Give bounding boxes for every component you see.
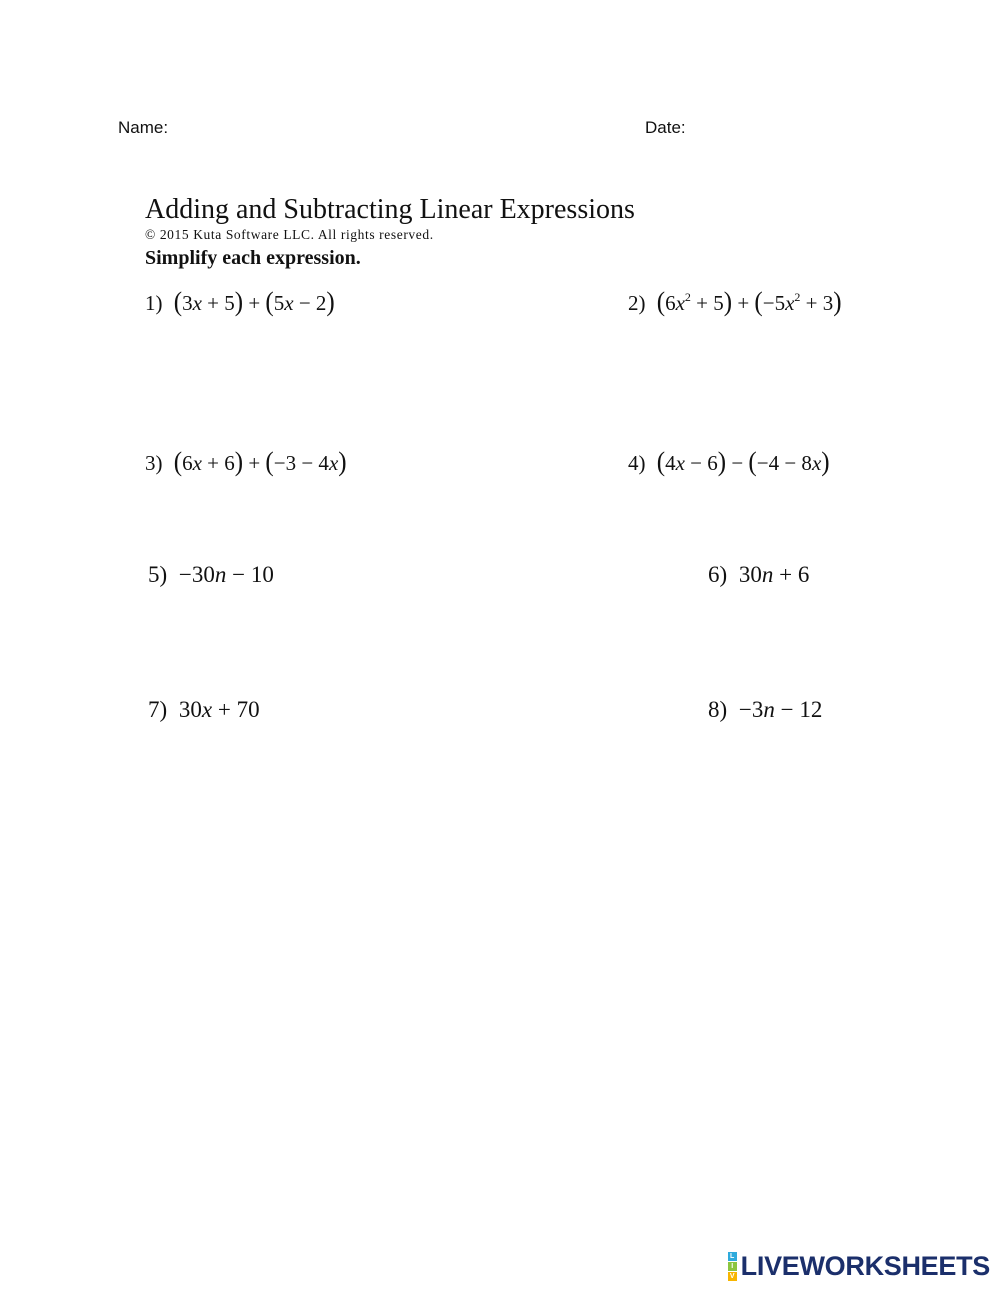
- problem-4: [628, 449, 830, 477]
- problem-number: 6): [708, 562, 728, 587]
- problem-expression: $(6x^2 + 5) + (-5x^2 + 3)$: [656, 287, 842, 318]
- date-label: Date:: [645, 118, 686, 137]
- problem-7: [148, 697, 260, 723]
- problem-expression: (4x − 6) − (−4 − 8x): [656, 447, 830, 478]
- name-label: Name:: [118, 118, 169, 137]
- problem-5: [148, 562, 274, 588]
- logo-square-l: L: [728, 1252, 737, 1261]
- problem-number: 8): [708, 697, 728, 722]
- logo-text: LIVEWORKSHEETS: [740, 1250, 990, 1281]
- logo-icon: [728, 1252, 737, 1281]
- liveworksheets-logo[interactable]: [728, 1251, 990, 1281]
- problem-expression: 30x + 70: [178, 697, 260, 722]
- problem-number: 5): [148, 562, 168, 587]
- problem-expression: (3x + 5) + (5x − 2): [173, 287, 335, 318]
- problem-expression: (6x + 6) + (−3 − 4x): [173, 447, 347, 478]
- problem-2: [628, 289, 842, 317]
- problem-8: [708, 697, 822, 723]
- copyright-notice: © 2015 Kuta Software LLC. All rights reserved.: [145, 227, 434, 242]
- problem-number: 3): [145, 451, 163, 475]
- problem-number: 4): [628, 451, 646, 475]
- problem-1: [145, 289, 335, 317]
- instructions: Simplify each expression.: [145, 247, 361, 269]
- problem-expression: −3n − 12: [738, 697, 823, 722]
- problem-number: 2): [628, 291, 646, 315]
- problem-number: 7): [148, 697, 168, 722]
- problem-expression: −30n − 10: [178, 562, 274, 587]
- problem-number: 1): [145, 291, 163, 315]
- problem-expression: 30n + 6: [738, 562, 810, 587]
- worksheet-title: Adding and Subtracting Linear Expressions: [145, 194, 635, 225]
- problem-3: [145, 449, 347, 477]
- logo-square-v: V: [728, 1272, 737, 1281]
- problem-6: [708, 562, 809, 588]
- logo-square-i: I: [728, 1262, 737, 1271]
